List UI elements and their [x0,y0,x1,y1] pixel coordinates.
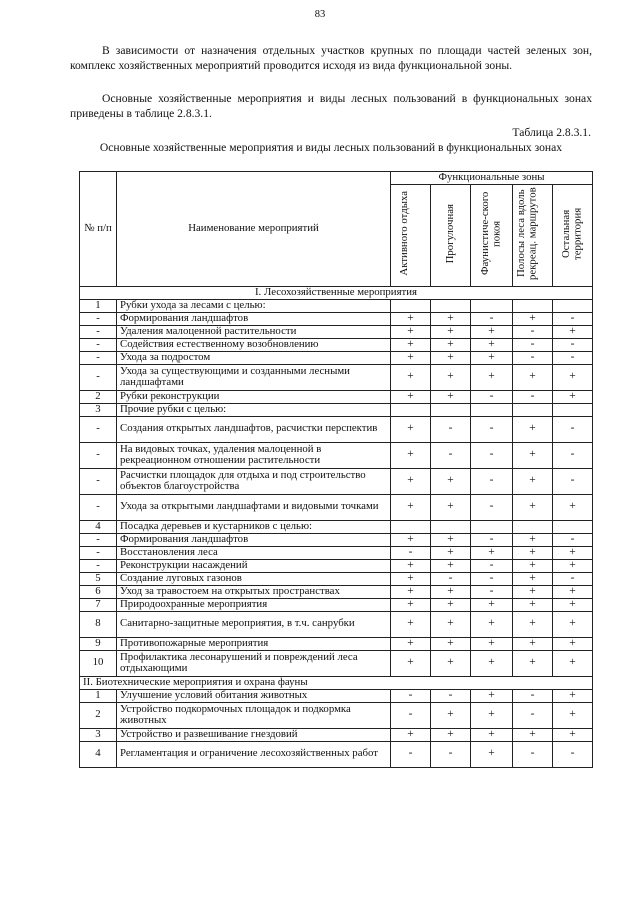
table-title: Основные хозяйственные мероприятия и виды лесных пользований в функциональных зонах [99,141,563,154]
zone-mark: + [471,741,513,767]
measure-name: Регламентация и ограничение лесохозяйственных работ [117,741,391,767]
zone-mark: + [553,325,593,338]
zone-mark: - [513,689,553,702]
table-row [80,559,593,572]
zone-mark: + [431,338,471,351]
zone-mark: - [553,741,593,767]
row-number: - [80,312,117,325]
measure-name: Ухода за существующими и созданными лесными ландшафтами [117,364,391,390]
zone-mark: - [391,702,431,728]
row-number: 7 [80,598,117,611]
zone-mark: + [431,351,471,364]
zone-mark: + [553,702,593,728]
section-heading: I. Лесохозяйственные мероприятия [80,286,593,299]
table-row [80,416,593,442]
table-row [80,533,593,546]
row-number: - [80,338,117,351]
zone-mark: - [513,338,553,351]
zone-mark: + [513,637,553,650]
zone-mark: - [471,390,513,403]
measure-name: Создания открытых ландшафтов, расчистки перспектив [117,416,391,442]
zone-mark: - [553,338,593,351]
zone-mark: + [431,325,471,338]
zone-mark: + [471,338,513,351]
zone-mark: + [391,598,431,611]
zone-mark: + [513,494,553,520]
zone-mark: + [391,468,431,494]
zone-mark [513,520,553,533]
zone-mark [471,299,513,312]
zone-mark: + [553,390,593,403]
zone-mark: - [553,351,593,364]
table-row [80,403,593,416]
zone-mark: + [391,442,431,468]
zone-mark: - [391,689,431,702]
row-number: - [80,559,117,572]
zone-mark [431,299,471,312]
row-number: 3 [80,403,117,416]
zone-mark: + [553,611,593,637]
zone-mark: + [391,364,431,390]
measure-name: Устройство и развешивание гнездовий [117,728,391,741]
zone-mark: - [431,442,471,468]
zone-mark: - [431,689,471,702]
zone-mark: + [471,351,513,364]
zone-mark: + [513,728,553,741]
zone-mark [391,520,431,533]
zone-mark: + [553,728,593,741]
zone-mark: - [513,741,553,767]
row-number: - [80,416,117,442]
zone-mark: - [471,585,513,598]
zone-mark: + [513,468,553,494]
table-row [80,611,593,637]
zone-mark [431,520,471,533]
zone-mark: + [431,728,471,741]
row-number: 4 [80,520,117,533]
zone-mark: + [471,728,513,741]
measure-name: Создание луговых газонов [117,572,391,585]
zone-mark: + [513,546,553,559]
zone-mark: - [471,416,513,442]
zone-mark: + [553,598,593,611]
measure-name: Реконструкции насаждений [117,559,391,572]
zone-mark: + [553,637,593,650]
measure-name: Рубки реконструкции [117,390,391,403]
zone-mark: + [513,312,553,325]
row-number: 10 [80,650,117,676]
zone-mark: + [553,650,593,676]
row-number: - [80,351,117,364]
zone-mark: + [431,702,471,728]
zone-mark [513,403,553,416]
row-number: 4 [80,741,117,767]
header-number: № п/п [80,172,117,287]
zone-mark: + [391,559,431,572]
measure-name: Рубки ухода за лесами с целью: [117,299,391,312]
zone-mark: + [391,572,431,585]
zone-mark: + [513,416,553,442]
row-number: - [80,468,117,494]
zone-mark: - [513,351,553,364]
zone-mark: - [391,741,431,767]
row-number: 1 [80,299,117,312]
zone-mark: + [391,611,431,637]
zone-mark [431,403,471,416]
zone-mark: - [513,390,553,403]
row-number: - [80,442,117,468]
zone-mark: + [391,312,431,325]
zone-mark: + [513,364,553,390]
table-row [80,689,593,702]
measure-name: Природоохранные мероприятия [117,598,391,611]
measure-name: Устройство подкормочных площадок и подкормка животных [117,702,391,728]
zone-mark: + [391,325,431,338]
zone-mark: + [553,546,593,559]
table-row [80,312,593,325]
zone-mark: + [391,338,431,351]
zone-mark: + [513,598,553,611]
zone-mark: + [391,637,431,650]
table-row [80,572,593,585]
zone-mark: + [391,351,431,364]
row-number: 9 [80,637,117,650]
table-row [80,637,593,650]
zone-mark: - [553,442,593,468]
measure-name: Улучшение условий обитания животных [117,689,391,702]
measures-table [79,171,593,768]
zone-mark: - [471,312,513,325]
table-row [80,299,593,312]
measure-name: На видовых точках, удаления малоценной в рекреационном отношении растительности [117,442,391,468]
row-number: 1 [80,689,117,702]
table-row [80,364,593,390]
zone-mark: + [431,585,471,598]
zone-mark: + [553,494,593,520]
measure-name: Уход за травостоем на открытых пространствах [117,585,391,598]
zone-mark: + [471,689,513,702]
zone-mark [471,520,513,533]
zone-mark: - [431,416,471,442]
table-row [80,728,593,741]
zone-mark [391,299,431,312]
measure-name: Формирования ландшафтов [117,533,391,546]
zone-mark: + [391,650,431,676]
zone-mark: + [513,572,553,585]
zone-mark: + [431,533,471,546]
zone-mark: + [431,494,471,520]
zone-mark: - [471,572,513,585]
zone-mark: - [471,442,513,468]
zone-mark: + [431,468,471,494]
zone-mark: - [431,572,471,585]
zone-mark: - [513,325,553,338]
zone-mark [513,299,553,312]
zone-mark: - [471,494,513,520]
zone-mark: + [431,637,471,650]
table-row [80,546,593,559]
row-number: 6 [80,585,117,598]
measure-name: Ухода за открытыми ландшафтами и видовыми точками [117,494,391,520]
zone-mark: + [471,598,513,611]
header-zone-recreation-strips: Полосы леса вдоль рекреац. маршрутов [513,185,553,287]
header-functional-zones: Функциональные зоны [391,172,593,185]
zone-mark: + [513,650,553,676]
table-row [80,351,593,364]
table-row [80,650,593,676]
zone-mark: - [553,572,593,585]
measure-name: Противопожарные мероприятия [117,637,391,650]
row-number: - [80,494,117,520]
zone-mark: + [431,364,471,390]
header-zone-other-territory: Остальная территория [553,185,593,287]
row-number: 5 [80,572,117,585]
zone-mark: + [391,390,431,403]
zone-mark: + [471,546,513,559]
measure-name: Посадка деревьев и кустарников с целью: [117,520,391,533]
zone-mark: + [391,494,431,520]
measure-name: Ухода за подростом [117,351,391,364]
measure-name: Восстановления леса [117,546,391,559]
header-measure-name: Наименование мероприятий [117,172,391,287]
zone-mark: + [471,650,513,676]
zone-mark: - [471,533,513,546]
table-row [80,494,593,520]
zone-mark: - [471,559,513,572]
table-row [80,390,593,403]
zone-mark: - [553,416,593,442]
zone-mark: + [553,585,593,598]
table-row [80,468,593,494]
zone-mark: + [553,364,593,390]
zone-mark: + [513,585,553,598]
row-number: 8 [80,611,117,637]
table-row [80,598,593,611]
measure-name: Содействия естественному возобновлению [117,338,391,351]
zone-mark: + [513,611,553,637]
zone-mark: + [431,390,471,403]
table-row [80,325,593,338]
zone-mark: - [553,312,593,325]
zone-mark: + [471,364,513,390]
zone-mark: + [553,559,593,572]
table-row [80,338,593,351]
table-row [80,585,593,598]
zone-mark [553,299,593,312]
zone-mark: + [391,585,431,598]
section-heading: II. Биотехнические мероприятия и охрана фауны [80,676,593,689]
zone-mark: - [513,702,553,728]
row-number: 2 [80,390,117,403]
zone-mark: + [431,611,471,637]
zone-mark: + [431,312,471,325]
zone-mark [471,403,513,416]
zone-mark [553,520,593,533]
zone-mark: + [391,533,431,546]
zone-mark: + [431,650,471,676]
measure-name: Формирования ландшафтов [117,312,391,325]
table-row [80,520,593,533]
zone-mark: + [553,689,593,702]
zone-mark: + [431,546,471,559]
zone-mark: + [513,533,553,546]
paragraph-table-reference: Основные хозяйственные мероприятия и виды лесных пользований в функциональных зонах приведены в таблице 2.8.3.1. [70,92,592,120]
zone-mark: + [513,442,553,468]
measure-name: Расчистки площадок для отдыха и под строительство объектов благоустройства [117,468,391,494]
table-row [80,442,593,468]
zone-mark: + [431,559,471,572]
zone-mark: + [391,728,431,741]
zone-mark: + [471,637,513,650]
zone-mark: - [471,468,513,494]
zone-mark: + [513,559,553,572]
row-number: - [80,325,117,338]
zone-mark: + [391,416,431,442]
zone-mark [391,403,431,416]
zone-mark: - [553,533,593,546]
zone-mark: - [553,468,593,494]
page-number: 83 [314,9,326,20]
zone-mark: + [471,702,513,728]
row-number: 2 [80,702,117,728]
measure-name: Санитарно-защитные мероприятия, в т.ч. санрубки [117,611,391,637]
zone-mark: + [431,598,471,611]
table-label: Таблица 2.8.3.1. [512,126,591,139]
measure-name: Удаления малоценной растительности [117,325,391,338]
table-row [80,702,593,728]
row-number: - [80,533,117,546]
table-row [80,741,593,767]
paragraph-intro: В зависимости от назначения отдельных участков крупных по площади частей зеленых зон, комплекс хозяйственных мероприятий проводится исходя из вида функциональной зоны. [70,44,592,72]
zone-mark: - [391,546,431,559]
header-zone-active-rest: Активного отдыха [391,185,431,287]
zone-mark: - [431,741,471,767]
header-zone-walking: Прогулочная [431,185,471,287]
header-zone-fauna-rest: Фаунистиче-ского покоя [471,185,513,287]
zone-mark [553,403,593,416]
row-number: 3 [80,728,117,741]
measure-name: Профилактика лесонарушений и повреждений леса отдыхающими [117,650,391,676]
zone-mark: + [471,325,513,338]
measure-name: Прочие рубки с целью: [117,403,391,416]
row-number: - [80,364,117,390]
row-number: - [80,546,117,559]
zone-mark: + [471,611,513,637]
